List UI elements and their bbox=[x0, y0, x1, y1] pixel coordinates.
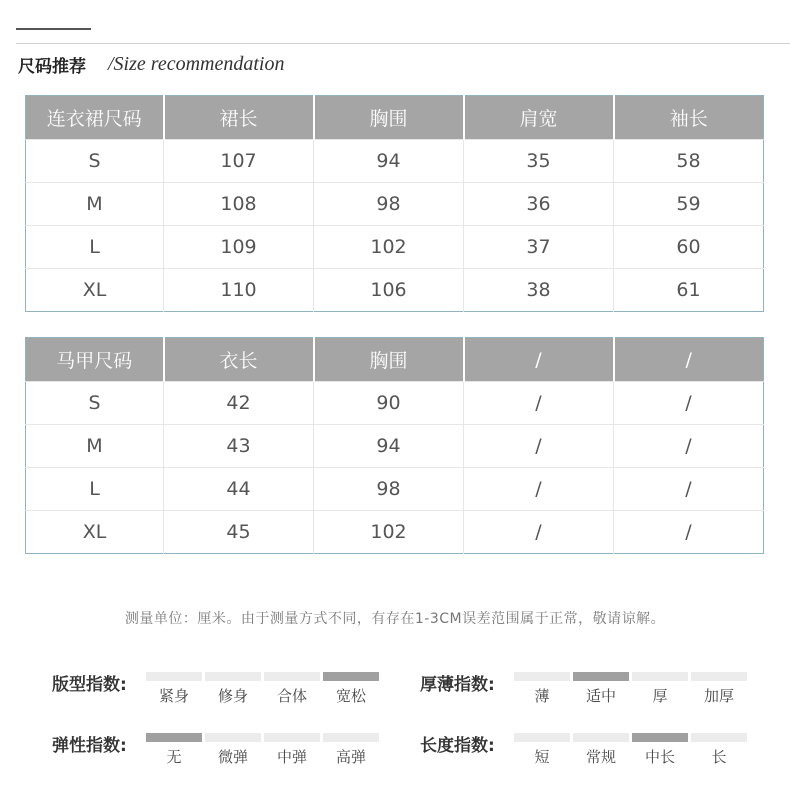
table-cell: 37 bbox=[464, 226, 614, 269]
table-cell: 107 bbox=[164, 140, 314, 183]
thickness-segment bbox=[632, 672, 688, 681]
vest-col-bust: 胸围 bbox=[314, 338, 464, 382]
length-index bbox=[420, 731, 755, 775]
fit-segment bbox=[146, 672, 202, 681]
fit-segment bbox=[205, 672, 261, 681]
table-cell: / bbox=[614, 425, 764, 468]
table-cell: 98 bbox=[314, 183, 464, 226]
table-cell: / bbox=[614, 468, 764, 511]
length-segment bbox=[573, 733, 629, 742]
elasticity-segment bbox=[146, 733, 202, 742]
fit-index-label: 版型指数: bbox=[52, 675, 127, 695]
vest-table-header-row bbox=[26, 338, 764, 382]
thickness-index-label: 厚薄指数: bbox=[420, 675, 495, 695]
table-cell: / bbox=[464, 511, 614, 554]
table-cell: 42 bbox=[164, 382, 314, 425]
table-cell: 94 bbox=[314, 140, 464, 183]
table-cell: / bbox=[614, 382, 764, 425]
length-segment bbox=[691, 733, 747, 742]
elasticity-segment bbox=[323, 733, 379, 742]
fit-option-label: 合体 bbox=[276, 687, 307, 705]
thickness-segment bbox=[691, 672, 747, 681]
dress-col-bust: 胸围 bbox=[314, 96, 464, 140]
length-segment bbox=[514, 733, 570, 742]
vest-col-size: 马甲尺码 bbox=[26, 338, 164, 382]
length-option-label: 中长 bbox=[644, 748, 675, 766]
table-cell: XL bbox=[26, 511, 164, 554]
length-option-label: 常规 bbox=[585, 748, 616, 766]
table-cell: 58 bbox=[614, 140, 764, 183]
elasticity-option-label: 无 bbox=[166, 748, 182, 766]
measurement-note: 测量单位：厘米。由于测量方式不同，有存在1-3CM误差范围属于正常，敬请谅解。 bbox=[124, 611, 666, 627]
table-row bbox=[26, 140, 764, 183]
table-cell: 109 bbox=[164, 226, 314, 269]
table-row bbox=[26, 269, 764, 312]
elasticity-option-label: 微弹 bbox=[217, 748, 248, 766]
elasticity-segment bbox=[205, 733, 261, 742]
table-cell: 35 bbox=[464, 140, 614, 183]
table-cell: XL bbox=[26, 269, 164, 312]
table-cell: 94 bbox=[314, 425, 464, 468]
elasticity-index bbox=[52, 731, 387, 775]
fit-option-label: 修身 bbox=[217, 687, 248, 705]
table-cell: 44 bbox=[164, 468, 314, 511]
table-row bbox=[26, 183, 764, 226]
fit-index bbox=[52, 670, 387, 714]
length-option-label: 短 bbox=[534, 748, 550, 766]
table-row bbox=[26, 226, 764, 269]
thickness-option-label: 厚 bbox=[652, 687, 668, 705]
length-option-label: 长 bbox=[711, 748, 727, 766]
elasticity-option-label: 高弹 bbox=[335, 748, 366, 766]
vest-col-empty-2: / bbox=[614, 338, 764, 382]
thickness-option-label: 加厚 bbox=[703, 687, 734, 705]
dress-col-skirt-length: 裙长 bbox=[164, 96, 314, 140]
vest-col-length: 衣长 bbox=[164, 338, 314, 382]
table-row bbox=[26, 468, 764, 511]
vest-col-empty-1: / bbox=[464, 338, 614, 382]
table-cell: 61 bbox=[614, 269, 764, 312]
table-cell: 102 bbox=[314, 226, 464, 269]
table-cell: 60 bbox=[614, 226, 764, 269]
table-cell: 36 bbox=[464, 183, 614, 226]
table-cell: 108 bbox=[164, 183, 314, 226]
table-row bbox=[26, 382, 764, 425]
fit-option-label: 宽松 bbox=[335, 687, 366, 705]
fit-segment bbox=[264, 672, 320, 681]
table-cell: 45 bbox=[164, 511, 314, 554]
thickness-segment bbox=[573, 672, 629, 681]
table-row bbox=[26, 511, 764, 554]
length-index-label: 长度指数: bbox=[420, 736, 495, 756]
table-cell: / bbox=[464, 382, 614, 425]
table-cell: 59 bbox=[614, 183, 764, 226]
dress-table-header-row bbox=[26, 96, 764, 140]
vest-size-table bbox=[25, 337, 764, 554]
thickness-segment bbox=[514, 672, 570, 681]
table-cell: / bbox=[464, 425, 614, 468]
table-row bbox=[26, 425, 764, 468]
thickness-option-label: 薄 bbox=[534, 687, 550, 705]
elasticity-index-label: 弹性指数: bbox=[52, 736, 127, 756]
fit-option-label: 紧身 bbox=[158, 687, 189, 705]
table-cell: S bbox=[26, 140, 164, 183]
header-accent-line bbox=[16, 28, 91, 30]
fit-segment bbox=[323, 672, 379, 681]
page-title-en: /Size recommendation bbox=[108, 52, 285, 75]
elasticity-segment bbox=[264, 733, 320, 742]
thickness-option-label: 适中 bbox=[585, 687, 616, 705]
table-cell: / bbox=[464, 468, 614, 511]
page-title-cn: 尺码推荐 bbox=[18, 56, 86, 77]
table-cell: 43 bbox=[164, 425, 314, 468]
table-cell: S bbox=[26, 382, 164, 425]
table-cell: 106 bbox=[314, 269, 464, 312]
table-cell: M bbox=[26, 425, 164, 468]
table-cell: 110 bbox=[164, 269, 314, 312]
length-segment bbox=[632, 733, 688, 742]
table-cell: 102 bbox=[314, 511, 464, 554]
dress-col-shoulder: 肩宽 bbox=[464, 96, 614, 140]
table-cell: 38 bbox=[464, 269, 614, 312]
thickness-index bbox=[420, 670, 755, 714]
elasticity-option-label: 中弹 bbox=[276, 748, 307, 766]
table-cell: / bbox=[614, 511, 764, 554]
table-cell: L bbox=[26, 226, 164, 269]
page-title bbox=[18, 50, 284, 78]
dress-col-sleeve: 袖长 bbox=[614, 96, 764, 140]
table-cell: M bbox=[26, 183, 164, 226]
dress-size-table bbox=[25, 95, 764, 312]
table-cell: L bbox=[26, 468, 164, 511]
header-divider bbox=[16, 43, 790, 44]
table-cell: 90 bbox=[314, 382, 464, 425]
table-cell: 98 bbox=[314, 468, 464, 511]
dress-col-size: 连衣裙尺码 bbox=[26, 96, 164, 140]
